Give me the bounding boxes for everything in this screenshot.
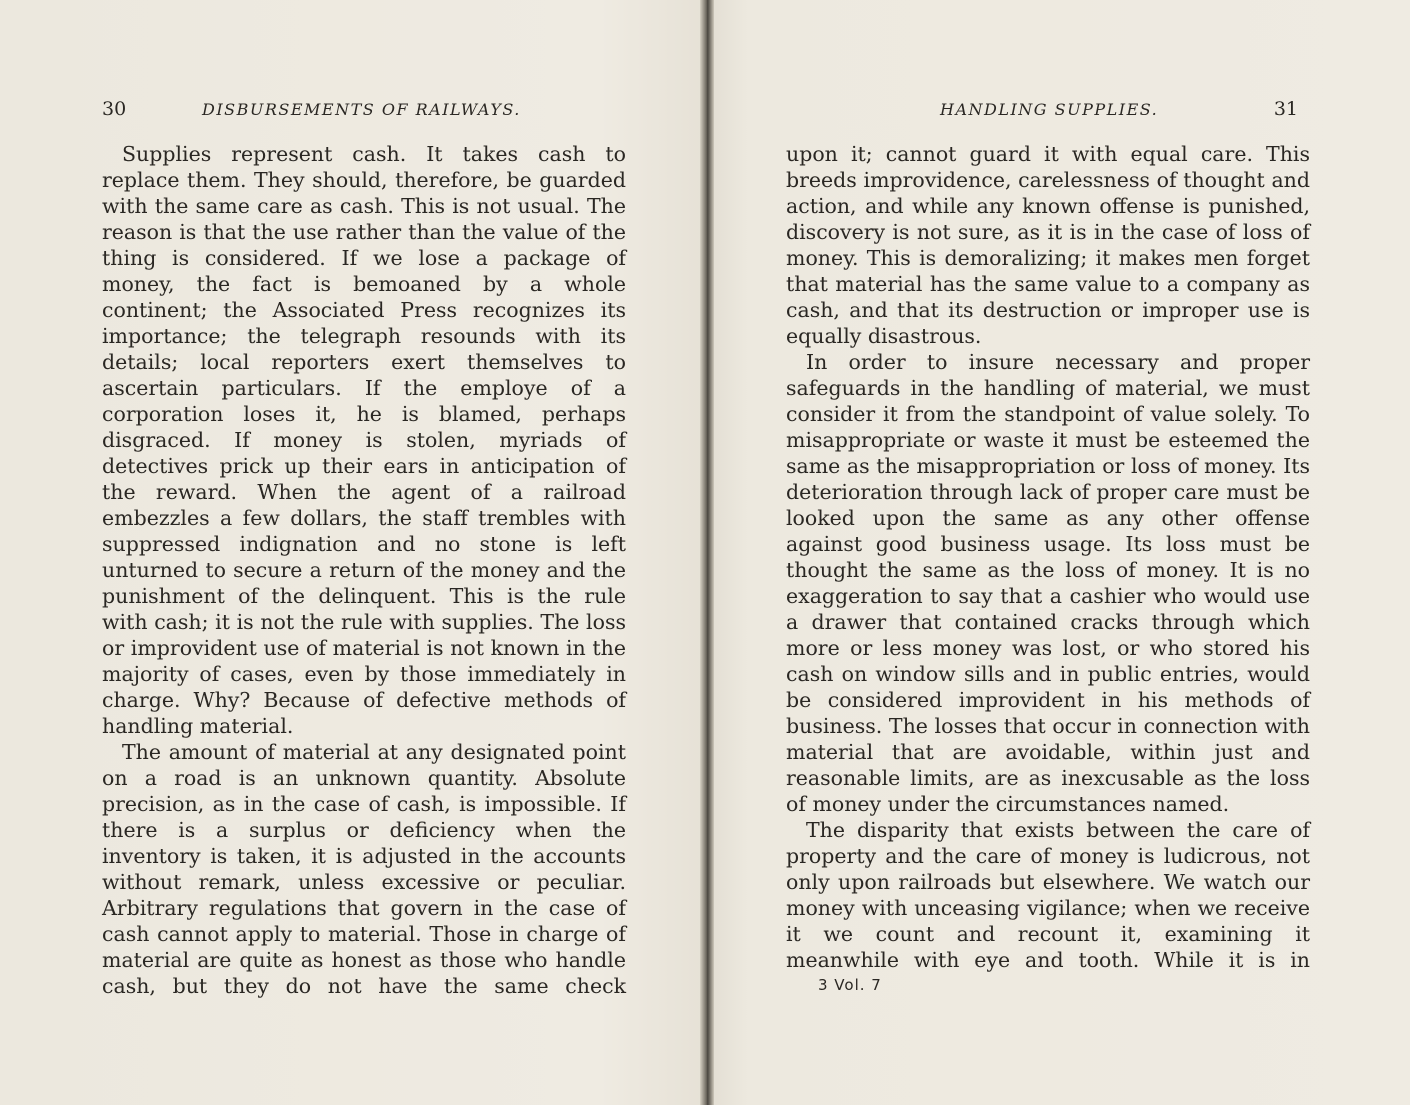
left-running-title: DISBURSEMENTS OF RAILWAYS. [202, 100, 521, 119]
paragraph: Supplies represent cash. It takes cash to replace them. They should, therefore, be guarded with the same care as cash. This is not usual. The reason is that the use rather than the value of the thing is considered. If we lose a package of money, the fact is bemoaned by a whole continent; the Associated Press recognizes its importance; the telegraph resounds with its details; local reporters exert themselves to ascertain particulars. If the employe of a corporation loses it, he is blamed, perhaps disgraced. If money is stolen, myriads of detectives prick up their ears in anticipation of the reward. When the agent of a railroad embezzles a few dollars, the staff trembles with suppressed indignation and no stone is left unturned to secure a return of the money and the punishment of the delinquent. This is the rule with cash; it is not the rule with supplies. The loss or improvident use of material is not known in the majority of cases, even by those immediately in charge. Why? Because of defective methods of handling material. [102, 142, 626, 738]
paragraph: upon it; cannot guard it with equal care. This breeds improvidence, carelessness of thought and action, and while any known offense is punished, discovery is not sure, as it is in the case of loss of money. This is demoralizing; it makes men forget that material has the same value to a company as cash, and that its destruction or improper use is equally disastrous. [786, 142, 1310, 348]
book-gutter [700, 0, 714, 1105]
right-running-title: HANDLING SUPPLIES. [940, 100, 1159, 119]
left-body-text [102, 141, 626, 999]
signature-mark: 3 Vol. 7 [818, 976, 882, 994]
paragraph: The disparity that exists between the care of property and the care of money is ludicrous, not only upon railroads but elsewhere. We watch our money with unceasing vigilance; when we receive it we count and recount it, examining it meanwhile with eye and tooth. While it is in [786, 818, 1310, 972]
right-running-head [786, 98, 1310, 124]
right-page-number: 31 [1273, 98, 1298, 120]
paragraph: In order to insure necessary and proper safeguards in the handling of material, we must consider it from the standpoint of value solely. To misappropriate or waste it must be esteemed the same as the misappropriation or loss of money. Its deterioration through lack of proper care must be looked upon the same as any other offense against good business usage. Its loss must be thought the same as the loss of money. It is no exaggeration to say that a cashier who would use a drawer that contained cracks through which more or less money was lost, or who stored his cash on window sills and in public entries, would be considered improvident in his methods of business. The losses that occur in connection with material that are avoidable, within just and reasonable limits, are as inexcusable as the loss of money under the circumstances named. [786, 350, 1310, 816]
left-page-number: 30 [102, 98, 127, 120]
left-running-head [102, 98, 626, 124]
paragraph: The amount of material at any designated point on a road is an unknown quantity. Absolute precision, as in the case of cash, is impossible. If there is a surplus or deficiency when the inventory is taken, it is adjusted in the accounts without remark, unless excessive or peculiar. Arbitrary regulations that govern in the case of cash cannot apply to material. Those in charge of material are quite as honest as those who handle cash, but they do not have the same check [102, 740, 626, 998]
right-body-text [786, 141, 1310, 973]
right-page [706, 0, 1410, 1105]
